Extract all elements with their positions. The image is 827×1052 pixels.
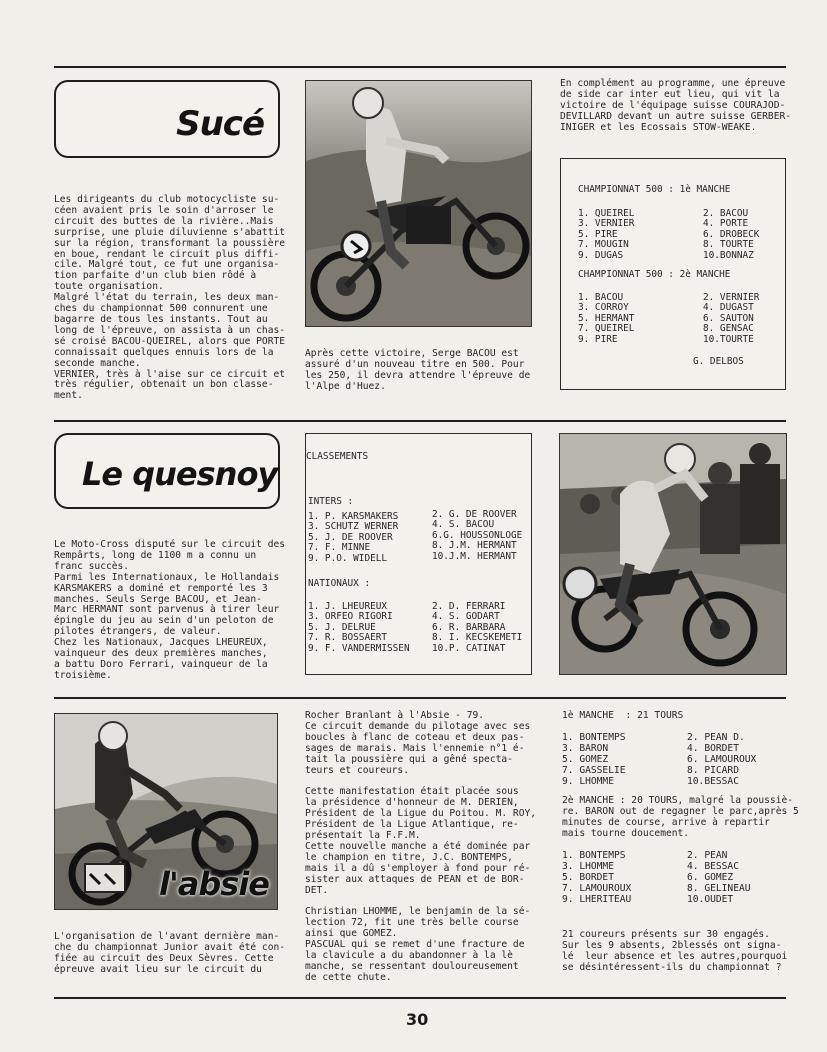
champ-1-col-b: 2. BACOU 4. PORTE 6. DROBECK 8. TOURTE 10.BONNAZ bbox=[703, 208, 760, 261]
motocross-photo-2 bbox=[559, 433, 787, 675]
champ-signature: G. DELBOS bbox=[693, 356, 744, 367]
inters-col-b: 2. G. DE ROOVER 4. S. BACOU 6.G. HOUSSONLOGE 8. J.M. HERMANT 10.J.M. HERMANT bbox=[432, 509, 523, 562]
rider-crowd-photo bbox=[560, 434, 786, 674]
absie-title: l'absie bbox=[159, 865, 269, 903]
suce-body: Les dirigeants du club motocycliste su- céen avaient pris le soin d'arroser le circuit des buttes de la rivière..Mais surprise, une pluie diluvienne s'abattit sur la région, transformant la poussière en boue, rendant le circuit plus diffi- cile. Malgré tout, ce fut une organisa- tion parfaite d'un club bien rôdé à toute organisation. Malgré l'état du terrain, les deux man- ches du championnat 500 connurent une bagarre de tous les instants. Tout au long de l'épreuve, on assista à un chas- sé croisé BACOU-QUEIREL, alors que PORTE connaissait quelques ennuis lors de la seconde manche. VERNIER, très à l'aise sur ce circuit et très régulier, obtenait un bon classe- ment. bbox=[54, 194, 286, 402]
champ-1-col-a: 1. QUEIREL 3. VERNIER 5. PIRE 7. MOUGIN 9. DUGAS bbox=[578, 208, 635, 261]
suce-title: Sucé bbox=[176, 104, 264, 144]
nationaux-col-a: 1. J. LHEUREUX 3. ORFEO RIGORI 5. J. DELRUE 7. R. BOSSAERT 9. F. VANDERMISSEN bbox=[308, 601, 410, 654]
suce-title-box bbox=[54, 80, 280, 158]
inters-label: INTERS : bbox=[308, 496, 354, 507]
champ-heading-2: CHAMPIONNAT 500 : 2è MANCHE bbox=[578, 269, 731, 280]
motocross-photo-3 bbox=[54, 713, 278, 910]
absie-intro: L'organisation de l'avant dernière man- che du championnat Junior avait été con- fiée au circuit des Deux Sèvres. Cette épreuve avait lieu sur le circuit du bbox=[54, 931, 286, 975]
inters-col-a: 1. P. KARSMAKERS 3. SCHUTZ WERNER 5. J. DE ROOVER 7. F. MINNE 9. P.O. WIDELL bbox=[308, 511, 399, 564]
absie-manche1-heading: 1è MANCHE : 21 TOURS bbox=[562, 710, 684, 721]
section-rule-1 bbox=[54, 420, 786, 422]
section-rule-2 bbox=[54, 697, 786, 699]
top-rule bbox=[54, 66, 786, 68]
classements-box bbox=[305, 433, 532, 675]
quesnoy-body: Le Moto-Cross disputé sur le circuit des Rempârts, long de 1100 m a connu un franc succès. Parmi les Internationaux, le Hollandais KARSMAKERS a dominé et remporté les 3 manches. Seuls Serge BACOU, et Jean- Marc HERMANT sont parvenus à tirer leur épingle du jeu au sein d'un peloton de pilotes étrangers, de valeur. Chez les Nationaux, Jacques LHEUREUX, vainqueur des deux premières manches, a battu Doro Ferrari, vainqueur de la troisième. bbox=[54, 539, 286, 681]
absie-middle-text: Rocher Branlant à l'Absie - 79. Ce circuit demande du pilotage avec ses boucles à flanc de coteau et deux pas- sages de marais. Mais l'ennemie n°1 é- tait la poussière qui a gêné specta- teurs et coureurs. Cette manifestation était placée sous la présidence d'honneur de M. DERIEN, Président de la Ligue du Poitou. M. ROY, Président de la Ligue Atlantique, re- présentait la F.F.M. Cette nouvelle manche a été dominée par le champion en titre, J.C. BONTEMPS, mais il a dû s'employer à fond pour ré- sister aux attaques de PEAN et de BOR- DET. Christian LHOMME, le benjamin de la sé- lection 72, fit une très belle course ainsi que GOMEZ. PASCUAL qui se remet d'une fracture de la clavicule a du abandonner à la lè manche, se ressentant douloureusement de cette chute. bbox=[305, 710, 537, 983]
absie-manche1-col-a: 1. BONTEMPS 3. BARON 5. GOMEZ 7. GASSELIE 9. LHOMME bbox=[562, 732, 626, 787]
nationaux-label: NATIONAUX : bbox=[308, 578, 371, 589]
sidecar-text: En complément au programme, une épreuve de side car inter eut lieu, qui vit la victoire de l'équipage suisse COURAJOD- DEVILLARD devant un autre suisse GERBER- INIGER et les Ecossais STOW-WEAKE. bbox=[560, 78, 792, 133]
champ-2-col-a: 1. BACOU 3. CORROY 5. HERMANT 7. QUEIREL 9. PIRE bbox=[578, 292, 635, 345]
champ-heading-1: CHAMPIONNAT 500 : 1è MANCHE bbox=[578, 184, 731, 195]
absie-manche2-col-a: 1. BONTEMPS 3. LHOMME 5. BORDET 7. LAMOUROUX 9. LHERITEAU bbox=[562, 850, 632, 905]
champ-2-col-b: 2. VERNIER 4. DUGAST 6. SAUTON 8. GENSAC 10.TOURTE bbox=[703, 292, 760, 345]
championnat-500-box bbox=[560, 158, 786, 390]
quesnoy-title-box bbox=[54, 433, 280, 509]
nationaux-col-b: 2. D. FERRARI 4. S. GODART 6. R. BARBARA 8. I. KECSKEMETI 10.P. CATINAT bbox=[432, 601, 523, 654]
absie-manche2-text: 2è MANCHE : 20 TOURS, malgré la poussiè- re. BARON out de regagner le parc,après 5 minutes de course, arrive à repartir mais tourne doucement. bbox=[562, 795, 799, 839]
quesnoy-title: Le quesnoy bbox=[82, 455, 278, 493]
page-number: 30 bbox=[406, 1010, 429, 1029]
classements-heading: CLASSEMENTS bbox=[306, 451, 369, 462]
motocross-photo-1 bbox=[305, 80, 532, 327]
suce-caption: Après cette victoire, Serge BACOU est assuré d'un nouveau titre en 500. Pour les 250, il devra attendre l'épreuve de l'Alpe d'Huez. bbox=[305, 348, 531, 392]
absie-manche2-col-b: 2. PEAN 4. BESSAC 6. GOMEZ 8. GELINEAU 10.OUDET bbox=[687, 850, 751, 905]
absie-manche1-col-b: 2. PEAN D. 4. BORDET 6. LAMOUROUX 8. PICARD 10.BESSAC bbox=[687, 732, 757, 787]
absie-footer-text: 21 coureurs présents sur 30 engagés. Sur les 9 absents, 2blessés ont signa- lé leur absence et les autres,pourquoi se désintéressent-ils du championnat ? bbox=[562, 929, 788, 973]
rider-jump-photo bbox=[306, 81, 531, 326]
bottom-rule bbox=[54, 997, 786, 999]
